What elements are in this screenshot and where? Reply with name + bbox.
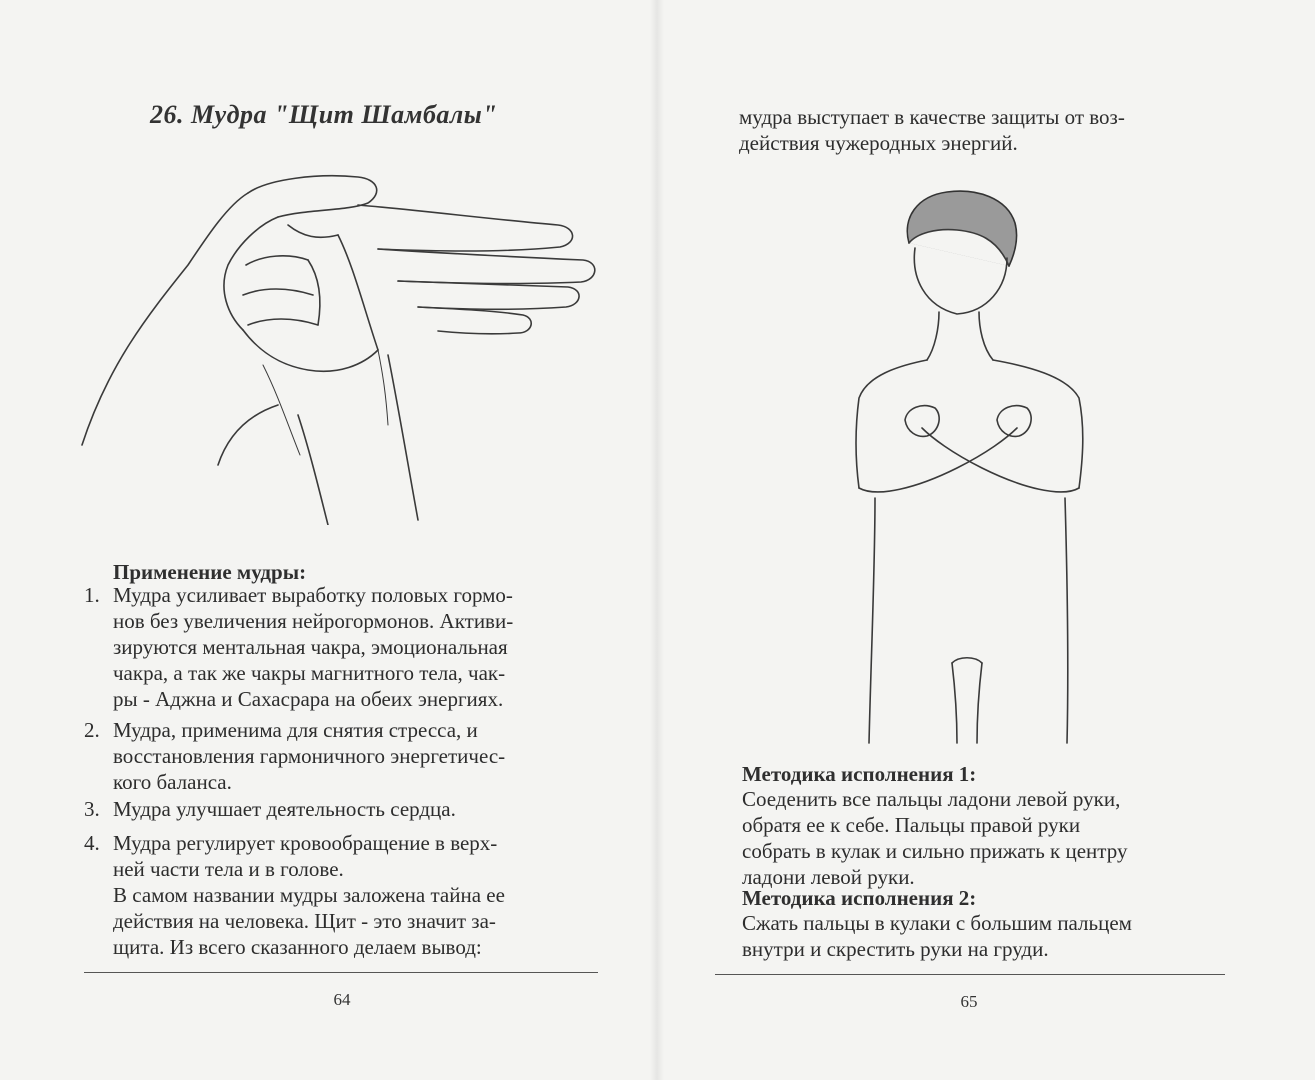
method1-line: ладони левой руки.: [742, 865, 915, 889]
list-item-number: 2.: [84, 718, 100, 742]
application-heading: Применение мудры:: [113, 560, 307, 584]
method1-heading: Методика исполнения 1:: [742, 762, 977, 786]
list-item-number: 3.: [84, 797, 100, 821]
list-item-line: чакра, а так же чакры магнитного тела, чак-: [113, 661, 506, 685]
method2-heading: Методика исполнения 2:: [742, 886, 977, 910]
list-item-line: ры - Аджна и Сахасрара на обеих энергиях.: [113, 687, 504, 711]
continuation-line: действия чужеродных энергий.: [739, 131, 1018, 155]
list-item-line: зируются ментальная чакра, эмоциональная: [113, 635, 508, 659]
list-item-line: Мудра регулирует кровообращение в верх-: [113, 831, 498, 855]
list-item-line: щита. Из всего сказанного делаем вывод:: [113, 935, 482, 959]
list-item-line: Мудра улучшает деятельность сердца.: [113, 797, 456, 821]
page-number: 64: [333, 990, 351, 1009]
list-item-line: действия на человека. Щит - это значит за-: [113, 909, 496, 933]
right-page: [657, 0, 1315, 1080]
list-item-line: Мудра усиливает выработку половых гормо-: [113, 583, 513, 607]
method1-line: собрать в кулак и сильно прижать к центру: [742, 839, 1128, 863]
list-item-line: В самом названии мудры заложена тайна ее: [113, 883, 505, 907]
list-item-line: ней части тела и в голове.: [113, 857, 344, 881]
method2-line: внутри и скрестить руки на груди.: [742, 937, 1049, 961]
list-item-line: восстановления гармоничного энергетичес-: [113, 744, 506, 768]
list-item-line: кого баланса.: [113, 770, 232, 794]
method1-line: обратя ее к себе. Пальцы правой руки: [742, 813, 1081, 837]
page-number: 65: [960, 992, 978, 1011]
list-item-number: 4.: [84, 831, 100, 855]
human-figure-illustration: [847, 188, 1107, 748]
continuation-line: мудра выступает в качестве защиты от воз-: [739, 105, 1125, 129]
list-item-line: Мудра, применима для снятия стресса, и: [113, 718, 478, 742]
left-page: [0, 0, 657, 1080]
footer-rule: [715, 974, 1225, 975]
hand-mudra-illustration: [78, 165, 608, 525]
list-item-number: 1.: [84, 583, 100, 607]
method2-line: Сжать пальцы в кулаки с большим пальцем: [742, 911, 1132, 935]
method1-line: Соеденить все пальцы ладони левой руки,: [742, 787, 1121, 811]
page-title: 26. Мудра "Щит Шамбалы": [150, 100, 498, 129]
footer-rule: [84, 972, 598, 973]
list-item-line: нов без увеличения нейрогормонов. Активи-: [113, 609, 514, 633]
